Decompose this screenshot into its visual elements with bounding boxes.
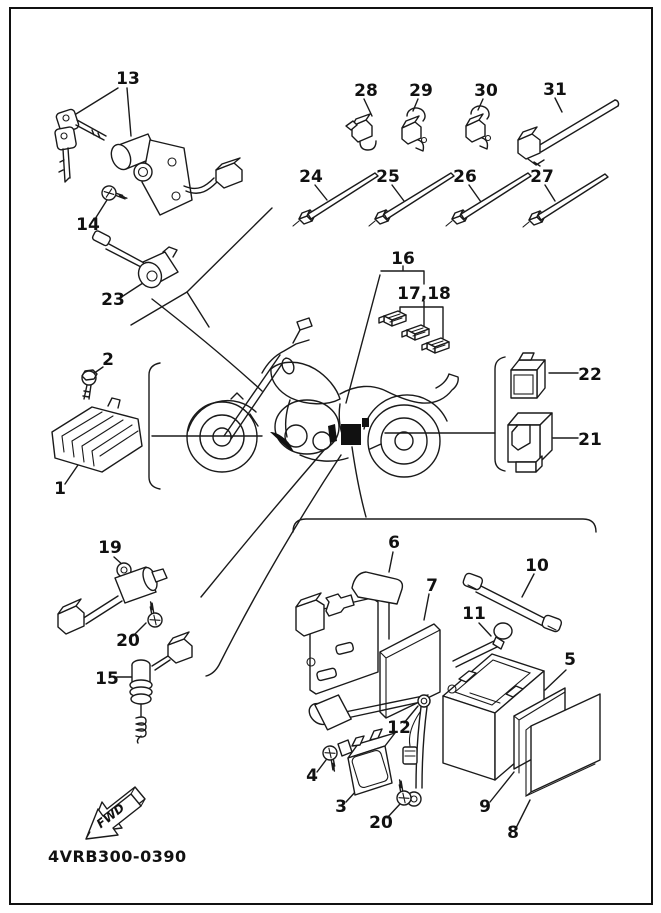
bracket-bottom-group bbox=[293, 519, 596, 532]
callout-20-upper: 20 bbox=[116, 631, 140, 651]
callout-15: 15 bbox=[95, 669, 119, 689]
diagram-code: 4VRB300-0390 bbox=[48, 847, 187, 866]
callout-24: 24 bbox=[299, 167, 323, 187]
part-17-18-fuses bbox=[379, 311, 449, 353]
battery-location-marker bbox=[341, 424, 361, 445]
part-31-clip-with-stay bbox=[518, 98, 619, 166]
callout-26: 26 bbox=[453, 167, 477, 187]
callout-10: 10 bbox=[525, 556, 549, 576]
callout-25: 25 bbox=[376, 167, 400, 187]
part-1-rectifier bbox=[52, 398, 142, 484]
callout-22: 22 bbox=[578, 365, 602, 385]
callout-30: 30 bbox=[474, 81, 498, 101]
callout-2: 2 bbox=[102, 350, 114, 370]
callout-1: 1 bbox=[54, 479, 66, 499]
callout-20-lower: 20 bbox=[369, 813, 393, 833]
part-30-clip bbox=[466, 99, 491, 149]
callout-27: 27 bbox=[530, 167, 554, 187]
callout-5: 5 bbox=[564, 650, 576, 670]
part-28-clip bbox=[346, 99, 376, 150]
callout-8: 8 bbox=[507, 823, 519, 843]
part-2-bolt bbox=[82, 367, 103, 399]
bracket-right-group bbox=[495, 357, 505, 471]
part-22-relay bbox=[511, 353, 578, 398]
callout-29: 29 bbox=[409, 81, 433, 101]
callout-3: 3 bbox=[335, 797, 347, 817]
callout-9: 9 bbox=[479, 797, 491, 817]
callout-31: 31 bbox=[543, 80, 567, 100]
callout-23: 23 bbox=[101, 290, 125, 310]
callout-12: 12 bbox=[387, 718, 411, 738]
motorcycle-illustration bbox=[187, 318, 458, 477]
part-12-battery-cable bbox=[403, 695, 430, 806]
callout-28: 28 bbox=[354, 81, 378, 101]
fwd-label: FWD bbox=[93, 800, 128, 832]
callout-13: 13 bbox=[116, 69, 140, 89]
part-29-clip bbox=[402, 99, 427, 151]
callout-19: 19 bbox=[98, 538, 122, 558]
callout-14: 14 bbox=[76, 215, 100, 235]
bracket-left-group bbox=[149, 363, 160, 489]
callout-11: 11 bbox=[462, 604, 486, 624]
part-14-switch-screw bbox=[95, 181, 127, 219]
part-13-main-switch-and-keys bbox=[54, 88, 242, 215]
part-21-relay bbox=[508, 413, 578, 472]
callout-17-18: 17,18 bbox=[397, 284, 451, 304]
callout-7: 7 bbox=[426, 576, 438, 596]
callout-16: 16 bbox=[391, 249, 415, 269]
fwd-arrow bbox=[86, 787, 145, 839]
part-23-switch bbox=[92, 230, 178, 296]
callout-6: 6 bbox=[388, 533, 400, 553]
callout-21: 21 bbox=[578, 430, 602, 450]
callout-4: 4 bbox=[306, 766, 318, 786]
